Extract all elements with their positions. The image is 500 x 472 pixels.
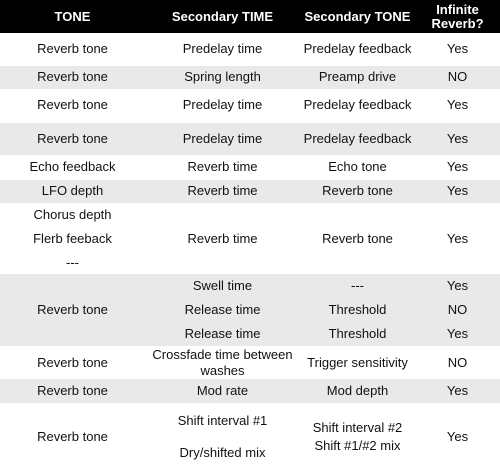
- table-row: [0, 379, 500, 403]
- secondary-tone-cell: [300, 274, 415, 346]
- tone-cell: Reverb tone: [37, 383, 108, 398]
- secondary-tone-lines: [302, 420, 413, 454]
- tone-cell: Reverb tone: [37, 302, 108, 317]
- header-secondary-time: Secondary TIME: [171, 8, 274, 24]
- time-line: Release time: [184, 302, 261, 317]
- infinite-reverb-cell: NO: [447, 354, 468, 370]
- header-infinite-reverb: Infinite Reverb?: [431, 1, 484, 31]
- infinite-reverb-cell: Yes: [446, 383, 469, 398]
- secondary-time-cell: Predelay time: [145, 122, 300, 155]
- table-row: [0, 274, 500, 346]
- table-row: [0, 33, 500, 65]
- time-line: Dry/shifted mix: [179, 445, 266, 460]
- tone-line: Chorus depth: [33, 206, 112, 222]
- infinite-reverb-cell: Yes: [446, 97, 469, 113]
- secondary-tone-cell: Reverb tone: [322, 230, 393, 246]
- secondary-time-cell: Spring length: [145, 65, 300, 89]
- tone-cell: Reverb tone: [37, 354, 108, 370]
- tone-cell: Echo feedback: [29, 158, 116, 174]
- secondary-tone-lines: [302, 278, 413, 342]
- secondary-tone-cell: Mod depth: [326, 383, 389, 398]
- tone-cell: [0, 203, 145, 274]
- tone-line: Flerb feeback: [33, 230, 112, 246]
- time-lines: [147, 413, 298, 461]
- secondary-tone-line: Threshold: [328, 326, 387, 341]
- secondary-tone-cell: Echo tone: [328, 158, 387, 174]
- table-row: [0, 122, 500, 155]
- table-row: [0, 89, 500, 122]
- secondary-tone-cell: Reverb tone: [300, 179, 415, 203]
- table-row: [0, 179, 500, 203]
- secondary-time-cell: Reverb time: [145, 179, 300, 203]
- table-row: [0, 403, 500, 471]
- table-row: [0, 346, 500, 379]
- secondary-time-cell: Mod rate: [196, 383, 249, 398]
- infinite-reverb-line: Yes: [446, 326, 469, 341]
- tone-line: ---: [66, 254, 79, 270]
- time-line: Swell time: [192, 278, 253, 293]
- secondary-tone-cell: Predelay feedback: [300, 122, 415, 155]
- secondary-time-cell: [145, 403, 300, 471]
- infinite-reverb-cell: [415, 274, 500, 346]
- secondary-time-cell: Predelay time: [182, 40, 263, 56]
- infinite-reverb-cell: Yes: [446, 230, 469, 246]
- time-lines: [147, 278, 298, 342]
- secondary-time-cell: Predelay time: [182, 97, 263, 113]
- secondary-tone-line: Shift interval #2: [312, 420, 403, 435]
- infinite-reverb-cell: NO: [415, 65, 500, 89]
- tone-cell: Reverb tone: [37, 97, 108, 113]
- header-row: [0, 0, 500, 33]
- tone-cell: Reverb tone: [37, 429, 108, 444]
- table-row: [0, 65, 500, 89]
- tone-lines: [2, 207, 143, 271]
- infinite-reverb-line: Yes: [446, 278, 469, 293]
- secondary-tone-cell: Preamp drive: [300, 65, 415, 89]
- infinite-reverb-lines: [417, 278, 498, 342]
- secondary-time-cell: Crossfade time between washes: [152, 346, 293, 378]
- tone-cell: Reverb tone: [0, 122, 145, 155]
- secondary-time-cell: Reverb time: [187, 230, 258, 246]
- tone-cell: LFO depth: [0, 179, 145, 203]
- secondary-tone-cell: Trigger sensitivity: [307, 354, 408, 370]
- table-row: [0, 155, 500, 179]
- secondary-time-cell: Reverb time: [187, 158, 258, 174]
- secondary-tone-cell: Predelay feedback: [303, 97, 412, 113]
- infinite-reverb-line: NO: [447, 302, 468, 317]
- infinite-reverb-cell: Yes: [446, 429, 469, 444]
- header-tone: TONE: [54, 8, 91, 24]
- table-row: [0, 203, 500, 274]
- secondary-tone-line: Threshold: [328, 302, 387, 317]
- secondary-tone-line: ---: [351, 278, 364, 293]
- secondary-time-cell: [145, 274, 300, 346]
- time-line: Release time: [184, 326, 261, 341]
- infinite-reverb-cell: Yes: [415, 179, 500, 203]
- tone-cell: Reverb tone: [0, 65, 145, 89]
- header-secondary-tone: Secondary TONE: [304, 8, 411, 24]
- secondary-tone-cell: [300, 403, 415, 471]
- secondary-tone-line: Shift #1/#2 mix: [314, 438, 401, 453]
- infinite-reverb-cell: Yes: [446, 158, 469, 174]
- tone-cell: Reverb tone: [37, 40, 108, 56]
- time-line: Shift interval #1: [177, 413, 268, 428]
- infinite-reverb-cell: Yes: [446, 40, 469, 56]
- secondary-tone-cell: Predelay feedback: [303, 40, 412, 56]
- infinite-reverb-cell: Yes: [415, 122, 500, 155]
